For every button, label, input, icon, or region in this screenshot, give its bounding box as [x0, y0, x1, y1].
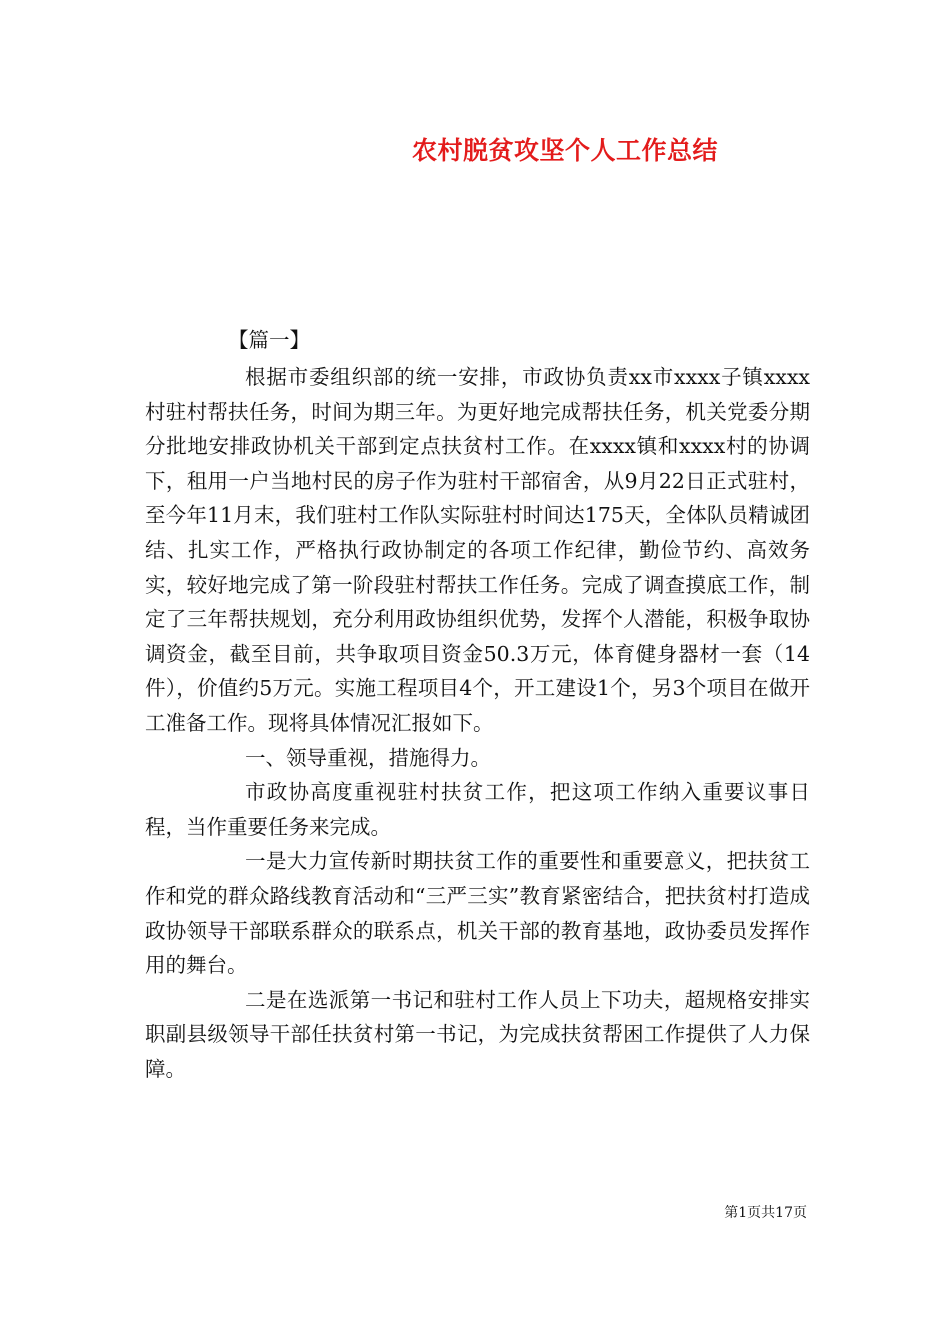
heading-leadership: 一、领导重视，措施得力。: [245, 745, 491, 770]
paragraph-point-one: 一是大力宣传新时期扶贫工作的重要性和重要意义，把扶贫工作和党的群众路线教育活动和“三严三实”教育紧密结合，把扶贫村打造成政协领导干部联系群众的联系点，机关干部的教育基地，政协委员发挥作用的舞台。: [145, 849, 810, 978]
document-title: 农村脱贫攻坚个人工作总结: [411, 136, 718, 165]
paragraph-priority: 市政协高度重视驻村扶贫工作，把这项工作纳入重要议事日程，当作重要任务来完成。: [145, 780, 810, 839]
page-number-footer: 第1页共17页: [724, 1205, 807, 1221]
paragraph-point-two: 二是在选派第一书记和驻村工作人员上下功夫，超规格安排实职副县级领导干部任扶贫村第一书记，为完成扶贫帮困工作提供了人力保障。: [145, 987, 810, 1081]
document-body: [145, 328, 810, 1086]
paragraph-intro: 根据市委组织部的统一安排，市政协负责xx市xxxx子镇xxxx村驻村帮扶任务，时间为期三年。为更好地完成帮扶任务，机关党委分期分批地安排政协机关干部到定点扶贫村工作。在xxxx镇和xxxx村的协调下，租用一户当地村民的房子作为驻村干部宿舍，从9月22日正式驻村，至今年11月末，我们驻村工作队实际驻村时间达175天，全体队员精诚团结、扎实工作，严格执行政协制定的各项工作纪律，勤俭节约、高效务实，较好地完成了第一阶段驻村帮扶工作任务。完成了调查摸底工作，制定了三年帮扶规划，充分利用政协组织优势，发挥个人潜能，积极争取协调资金，截至目前，共争取项目资金50.3万元，体育健身器材一套（14件），价值约5万元。实施工程项目4个，开工建设1个，另3个项目在做开工准备工作。现将具体情况汇报如下。: [145, 365, 810, 735]
section-label: 【篇一】: [228, 328, 310, 352]
